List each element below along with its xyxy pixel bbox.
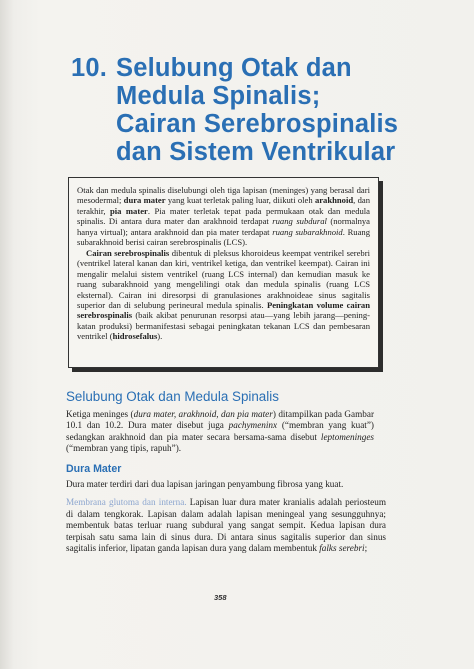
italic-term: leptomeninges — [320, 431, 374, 442]
italic-term: ruang subdural — [272, 216, 327, 227]
bold-term: Peningkatan volume cairan serebrospinalis — [77, 299, 371, 321]
chapter-title-line-2: Medula Spinalis; — [116, 82, 321, 110]
summary-paragraph-1 — [77, 185, 370, 248]
subsection-paragraph — [66, 497, 386, 555]
chapter-number: 10. — [71, 54, 108, 82]
text-run: ; — [364, 543, 368, 554]
text-run: Otak dan medula spinalis diselubungi oleh tiga lapisan (meninges) yang berasal dari mesodermal; — [77, 185, 370, 206]
bold-term: dura mater — [123, 195, 166, 206]
chapter-title-line-3: Cairan Serebrospinalis — [116, 110, 399, 138]
section-paragraph — [66, 409, 374, 455]
subsection-intro: Dura mater terdiri dari dua lapisan jaringan penyambung fibrosa yang kuat. — [66, 479, 344, 489]
chapter-title-line-1: Selubung Otak dan — [116, 54, 352, 82]
chapter-title-line-4: dan Sistem Ventrikular — [116, 138, 396, 166]
text-run: ) ditampilkan pada Gambar 10.1 dan 10.2. Dura mater disebut juga — [66, 409, 374, 431]
italic-term: falks serebri — [319, 543, 365, 554]
bold-term: arakhnoid — [314, 195, 354, 206]
text-run: (“membran yang tipis, rapuh”). — [66, 443, 182, 454]
italic-term: pachymeninx — [228, 420, 278, 431]
text-run: Ketiga meninges ( — [66, 409, 134, 419]
faded-run-in-heading: Membrana glutoma dan interna. — [66, 497, 187, 507]
italic-term: dura mater, arakhnoid, dan pia mater — [133, 409, 273, 419]
text-run: , dan terakhir, — [77, 195, 370, 216]
bold-term: pia mater — [109, 205, 148, 216]
text-run: (normalnya hanya virtual); antara arakhnoid dan pia mater terdapat — [77, 216, 370, 237]
bold-term: hidrosefalus — [112, 331, 158, 342]
text-run: (baik akibat penurunan resorpsi atau—yang lebih jarang—peningkatan produksi) bermanifestasi sebagai peningkatan tekanan LCS dan pembesaran ventrikel ( — [77, 310, 370, 342]
bold-term: Cairan serebrospinalis — [86, 247, 170, 258]
text-run: (“membran yang kuat”) sedangkan arakhnoid dan pia mater secara bersama-sama disebut — [66, 420, 374, 442]
text-run: Lapisan luar dura mater kranialis adalah periosteum di dalam tengkorak. Lapisan dalam adalah lapisan meningeal yang sesungguhnya; membentuk batas terluar ruang subdural yang sangat sempit. Kedua lapisan dura terpisah satu sama lain di sinus dura. Di antara sinus sagitalis superior dan sinus sagitalis inferior, lipatan ganda lapisan dura yang dalam membentuk — [66, 497, 386, 554]
italic-term: ruang subarakhnoid — [272, 226, 343, 237]
text-run: ). — [157, 331, 163, 342]
page-number: 358 — [214, 593, 227, 602]
text-run: yang kuat terletak paling luar, diikuti oleh — [165, 195, 315, 206]
text-run: . Pia mater terletak tepat pada permukaan otak dan medula spinalis. Di antara dura mater dan arakhnoid terdapat — [77, 205, 370, 227]
chapter-summary-box — [68, 177, 379, 368]
subsection-heading: Dura Mater — [66, 463, 122, 475]
text-run: . Ruang subarakhnoid berisi cairan serebrospinalis (LCS). — [77, 226, 371, 248]
summary-paragraph-2 — [77, 248, 370, 342]
section-heading: Selubung Otak dan Medula Spinalis — [66, 389, 279, 404]
text-run: dibentuk di pleksus khoroideus keempat ventrikel serebri (ventrikel lateral kanan dan kiri, ventrikel ketiga, dan ventrikel keempat). Cairan ini mengalir melalui sistem ventrikel (ruang LCS internal) dan kemudian masuk ke ruang subarakhnoid yang mengelilingi otak dan medula spinalis (ruang LCS eksternal). Cairan ini diresorpsi di granulasiones arakhnoideae sinus sagitalis superior dan di selubung perineural medula spinalis. — [77, 247, 370, 310]
chapter-title — [71, 54, 461, 166]
